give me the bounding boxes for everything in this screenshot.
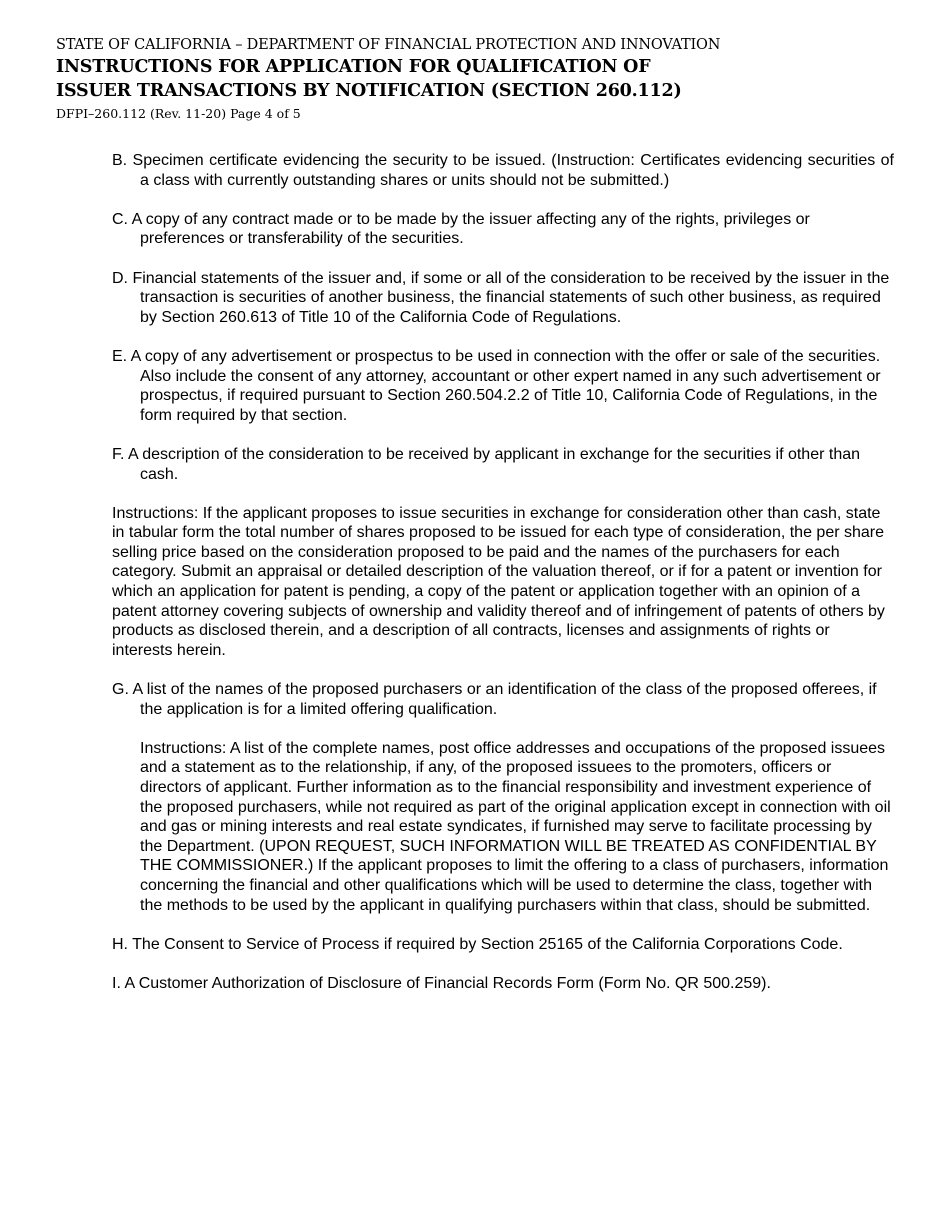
item-c-text: C. A copy of any contract made or to be made by the issuer affecting any of the rights, privileges or preferences or transferability of the securities. [112,210,810,248]
document-title-line-1: INSTRUCTIONS FOR APPLICATION FOR QUALIFICATION OF [56,57,651,77]
document-body [112,151,894,1013]
item-e-text: E. A copy of any advertisement or prospectus to be used in connection with the offer or sale of the securities. Also include the consent of any attorney, accountant or other expert named in any such advertisement or prospectus, if required pursuant to Section 260.504.2.2 of Title 10, California Code of Regulations, in the form required by that section. [112,347,881,424]
item-g-text: G. A list of the names of the proposed purchasers or an identification of the class of the proposed offerees, if the application is for a limited offering qualification. [112,681,877,718]
item-g-instructions: Instructions: A list of the complete names, post office addresses and occupations of the proposed issuees and a statement as to the relationship, if any, of the proposed issuees to the promoters, officers or directors of applicant. Further information as to the financial responsibility and investment experience of the proposed purchasers, while not required as part of the original application except in connection with oil and gas or mining interests and real estate syndicates, if furnished may serve to facilitate processing by the Department. (UPON REQUEST, SUCH INFORMATION WILL BE TREATED AS CONFIDENTIAL BY THE COMMISSIONER.) If the applicant proposes to limit the offering to a class of purchasers, information concerning the financial and other qualifications which will be used to determine the class, together with the methods to be used by the applicant in qualifying purchasers within that class, should be submitted. [140,739,891,914]
agency-name: STATE OF CALIFORNIA – DEPARTMENT OF FINANCIAL PROTECTION AND INNOVATION [56,37,721,53]
item-c [112,210,894,249]
item-b-text: B. Specimen certificate evidencing the security to be issued. (Instruction: Certificates evidencing securities of a class with currently outstanding shares or units should not be submitted.) [112,152,894,189]
item-f-text: F. A description of the consideration to be received by applicant in exchange for the securities if other than cash. [112,445,861,483]
page-number: Page 4 of 5 [230,106,301,121]
item-f [112,445,894,484]
document-title-line-2: ISSUER TRANSACTIONS BY NOTIFICATION (SECTION 260.112) [56,81,682,101]
item-h [112,935,894,955]
item-f-instructions: Instructions: If the applicant proposes to issue securities in exchange for consideration other than cash, state in tabular form the total number of shares proposed to be issued for each type of consideration, the per share selling price based on the consideration proposed to be paid and the names of the purchasers for each category. Submit an appraisal or detailed description of the valuation thereof, or if for a patent or invention for which an application for patent is pending, a copy of the patent or application together with an opinion of a patent attorney covering subjects of ownership and validity thereof and of infringement of patents of others by products as disclosed therein, and a description of all contracts, licenses and assignments of rights or interests herein. [112,504,885,659]
item-b [112,151,894,190]
form-info [56,105,916,123]
item-h-text: H. The Consent to Service of Process if required by Section 25165 of the California Corporations Code. [112,935,843,953]
form-number: DFPI–260.112 (Rev. 11-20) [56,106,227,121]
item-i-text: I. A Customer Authorization of Disclosure of Financial Records Form (Form No. QR 500.259). [112,974,771,992]
item-i [112,974,894,994]
item-d-text: D. Financial statements of the issuer and, if some or all of the consideration to be received by the issuer in the transaction is securities of another business, the financial statements of such other business, as required by Section 260.613 of Title 10 of the California Code of Regulations. [112,269,890,326]
item-e [112,347,894,425]
item-d [112,269,894,328]
document-header [56,35,916,123]
item-g [112,680,894,719]
